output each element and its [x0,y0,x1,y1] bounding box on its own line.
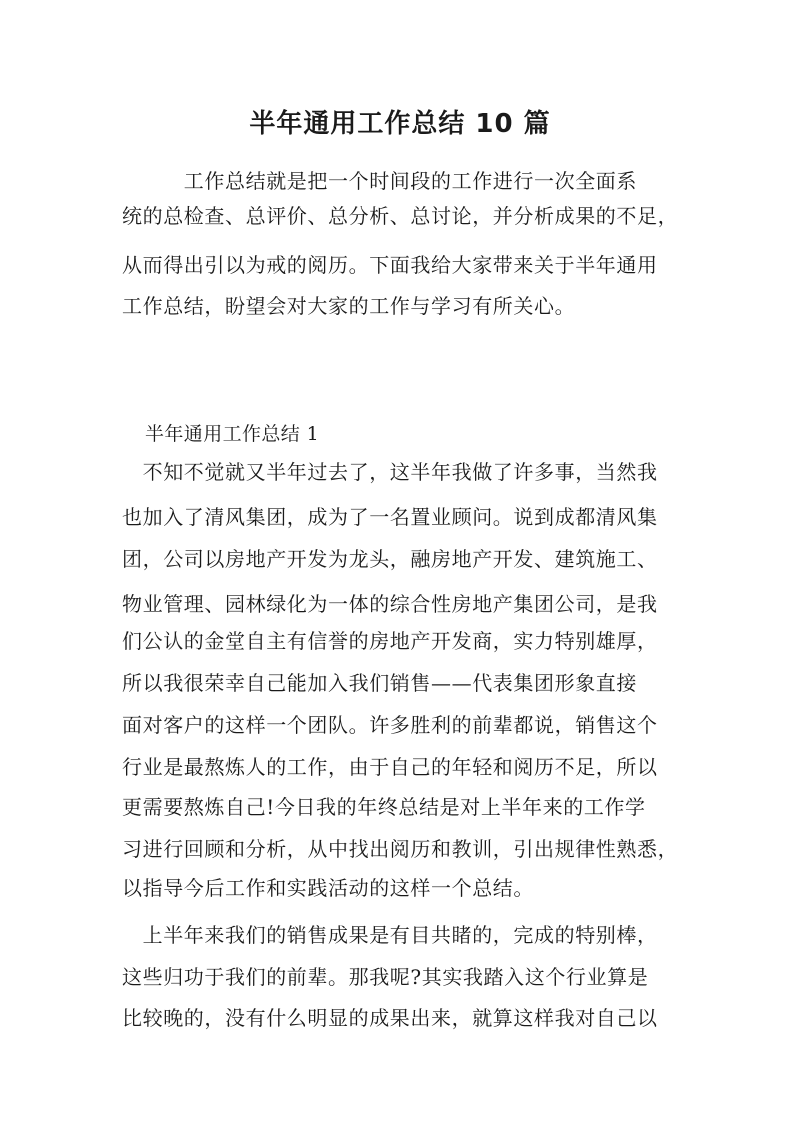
intro-line: 工作总结，盼望会对大家的工作与学习有所关心。 [122,294,576,318]
paragraph-line: 上半年来我们的销售成果是有目共睹的，完成的特别棒， [122,923,658,947]
intro-line: 工作总结就是把一个时间段的工作进行一次全面系 [122,169,637,193]
paragraph-line: 不知不觉就又半年过去了，这半年我做了许多事，当然我 [122,460,658,484]
paragraph-line: 们公认的金堂自主有信誉的房地产开发商，实力特别雄厚， [122,629,658,653]
paragraph-line: 所以我很荣幸自己能加入我们销售——代表集团形象直接 [122,671,637,695]
intro-line: 从而得出引以为戒的阅历。下面我给大家带来关于半年通用 [122,253,658,277]
intro-line: 统的总检查、总评价、总分析、总讨论，并分析成果的不足， [122,204,679,228]
paragraph-line: 也加入了清风集团，成为了一名置业顾问。说到成都清风集 [122,505,658,529]
paragraph-line: 面对客户的这样一个团队。许多胜利的前辈都说，销售这个 [122,713,658,737]
paragraph-line: 团，公司以房地产开发为龙头，融房地产开发、建筑施工、 [122,547,658,571]
document-title: 半年通用工作总结 10 篇 [249,109,551,139]
paragraph-line: 物业管理、园林绿化为一体的综合性房地产集团公司，是我 [122,592,658,616]
paragraph-line: 以指导今后工作和实践活动的这样一个总结。 [122,876,534,900]
paragraph-line: 习进行回顾和分析，从中找出阅历和教训，引出规律性熟悉， [122,837,679,861]
paragraph-line: 行业是最熬炼人的工作，由于自己的年轻和阅历不足，所以 [122,755,658,779]
paragraph-line: 更需要熬炼自己!今日我的年终总结是对上半年来的工作学 [122,795,646,819]
paragraph-line: 这些归功于我们的前辈。那我呢?其实我踏入这个行业算是 [122,965,649,989]
paragraph-line: 比较晚的，没有什么明显的成果出来，就算这样我对自己以 [122,1006,658,1030]
section-heading: 半年通用工作总结 1 [145,423,320,445]
